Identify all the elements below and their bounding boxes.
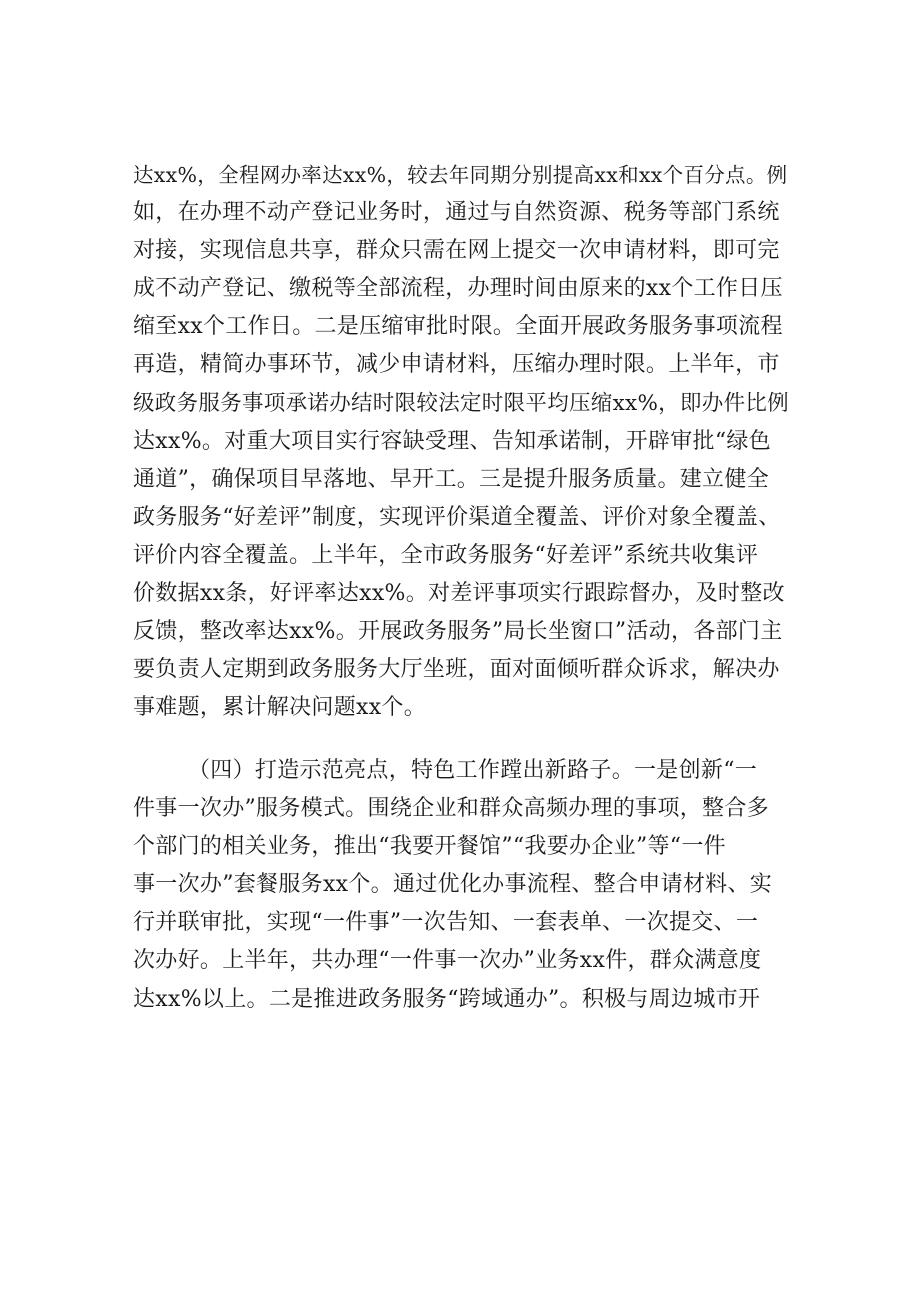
text-line: 件事一次办”服务模式。围绕企业和群众高频办理的事项，整合多 xyxy=(133,796,769,822)
text-line: 事一次办”套餐服务xx个。通过优化办事流程、整合申请材料、实 xyxy=(133,872,773,898)
text-line: 达xx%。对重大项目实行容缺受理、告知承诺制，开辟审批“绿色 xyxy=(133,428,771,454)
text-line: 次办好。上半年，共办理“一件事一次办”业务xx件，群众满意度 xyxy=(133,948,762,974)
text-line: 价数据xx条，好评率达xx%。对差评事项实行跟踪督办，及时整改 xyxy=(133,581,785,607)
text-line: 达xx%以上。二是推进政务服务“跨域通办”。积极与周边城市开 xyxy=(133,986,761,1012)
text-line: 通道”，确保项目早落地、早开工。三是提升服务质量。建立健全 xyxy=(133,466,769,492)
text-line-first xyxy=(133,752,793,790)
text-line: 行并联审批，实现“一件事”一次告知、一套表单、一次提交、一 xyxy=(133,910,759,936)
text-line: 如，在办理不动产登记业务时，通过与自然资源、税务等部门系统 xyxy=(133,200,780,226)
paragraph-continuation xyxy=(133,156,793,727)
text-line: 政务服务“好差评”制度，实现评价渠道全覆盖、评价对象全覆盖、 xyxy=(133,504,781,530)
text-line: 事难题，累计解决问题xx个。 xyxy=(133,695,427,721)
paragraph-section-four xyxy=(133,752,793,1019)
text-line: 对接，实现信息共享，群众只需在网上提交一次申请材料，即可完 xyxy=(133,238,780,264)
text-line: 级政务服务事项承诺办结时限较法定时限平均压缩xx%，即办件比例 xyxy=(133,390,789,416)
text-line: 再造，精简办事环节，减少申请材料，压缩办理时限。上半年，市 xyxy=(133,352,780,378)
text-line: 评价内容全覆盖。上半年，全市政务服务“好差评”系统共收集评 xyxy=(133,542,759,568)
text-line: 反馈，整改率达xx%。开展政务服务”局长坐窗口”活动，各部门主 xyxy=(133,619,783,645)
text-line: 缩至xx个工作日。二是压缩审批时限。全面开展政务服务事项流程 xyxy=(133,314,783,340)
text-line-content: （四）打造示范亮点，特色工作蹚出新路子。一是创新“一 xyxy=(188,758,758,783)
text-line: 个部门的相关业务，推出“我要开餐馆”“我要办企业”等“一件 xyxy=(133,834,726,860)
text-line: 要负责人定期到政务服务大厅坐班，面对面倾听群众诉求，解决办 xyxy=(133,657,780,683)
text-line: 成不动产登记、缴税等全部流程，办理时间由原来的xx个工作日压 xyxy=(133,276,783,302)
text-line: 达xx%，全程网办率达xx%，较去年同期分别提高xx和xx个百分点。例 xyxy=(133,163,788,187)
